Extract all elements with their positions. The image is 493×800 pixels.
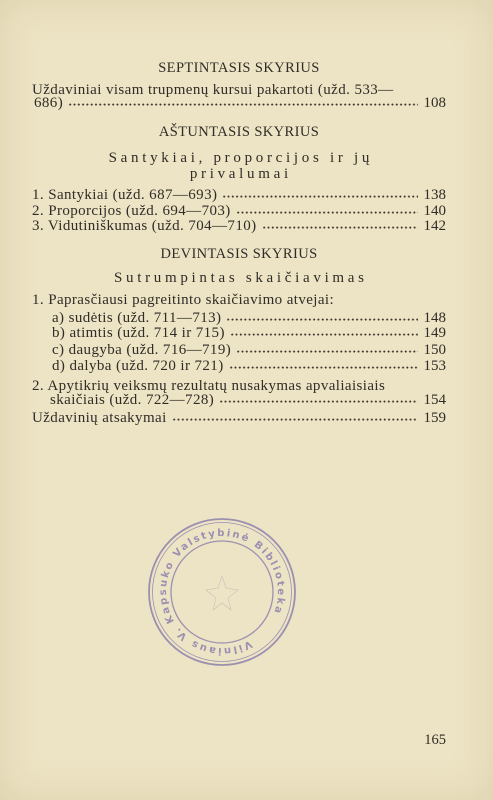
dot-leader [69,103,417,107]
toc-entry [34,95,446,111]
toc-subentry [52,358,446,374]
toc-entry [32,410,446,426]
toc-page-number: 140 [423,203,446,219]
toc-entry-label: d) dalyba (užd. 720 ir 721) [52,358,224,374]
toc-entry [50,392,446,408]
toc-page-number: 153 [423,358,446,374]
toc-page-number: 108 [423,95,446,111]
toc-entry [32,187,446,203]
page-number: 165 [424,732,446,748]
dot-leader [237,350,417,354]
toc-subentry [52,310,446,326]
toc-entry-label: b) atimtis (užd. 714 ir 715) [52,325,225,341]
toc-entry-label: skaičiais (užd. 722—728) [50,392,215,408]
toc-entry-label: 1. Santykiai (užd. 687—693) [32,187,218,203]
toc-entry-label: 2. Apytikrių veiksmų rezultatų nusakymas apvaliaisiais [32,378,386,394]
toc-entry [32,203,446,219]
toc-entry-label: 2. Proporcijos (užd. 694—703) [32,203,231,219]
toc-entry-label: c) daugyba (užd. 716—719) [52,342,232,358]
library-stamp [140,510,304,674]
dot-leader [263,226,418,230]
dot-leader [237,211,418,215]
toc-entry [32,218,446,234]
chapter-heading: SEPTINTASIS SKYRIUS [158,60,320,76]
toc-subentry [52,342,446,358]
stamp-emblem [206,576,238,610]
chapter-heading: DEVINTASIS SKYRIUS [160,246,318,262]
stamp-lettering [158,528,286,656]
dot-leader [227,318,417,322]
toc-entry-label: 1. Paprasčiausi pagreitinto skaičiavimo atvejai: [32,292,335,308]
stamp-ring [153,523,292,662]
toc-page-number: 159 [423,410,446,426]
dot-leader [173,418,418,422]
toc-page-number: 148 [423,310,446,326]
dot-leader [230,366,418,370]
toc-section-title [32,292,446,308]
toc-page-number: 149 [423,325,446,341]
stamp-inner-ring [171,541,273,643]
toc-entry-label: a) sudėtis (užd. 711—713) [52,310,222,326]
toc-page-number: 138 [423,187,446,203]
chapter-subtitle: Sutrumpintas skaičiavimas [113,270,368,286]
toc-entry-label: 686) [34,95,64,111]
toc-page-number: 154 [423,392,446,408]
dot-leader [220,400,417,404]
dot-leader [223,195,417,199]
toc-page-number: 142 [423,218,446,234]
dot-leader [231,333,418,337]
toc-entry-label: Uždaviniai visam trupmenų kursui pakartoti (užd. 533— [32,82,394,98]
toc-entry-label: Uždavinių atsakymai [32,410,167,426]
toc-entry-label: 3. Vidutiniškumas (užd. 704—710) [32,218,257,234]
stamp-text: Vilniaus V. Kapsuko Valstybinė Biblioteka [157,527,287,657]
chapter-subtitle: Santykiai, proporcijos ir jų [108,150,374,166]
toc-page-number: 150 [423,342,446,358]
chapter-subtitle: privalumai [189,166,292,182]
toc-subentry [52,325,446,341]
chapter-heading: AŠTUNTASIS SKYRIUS [158,124,320,140]
